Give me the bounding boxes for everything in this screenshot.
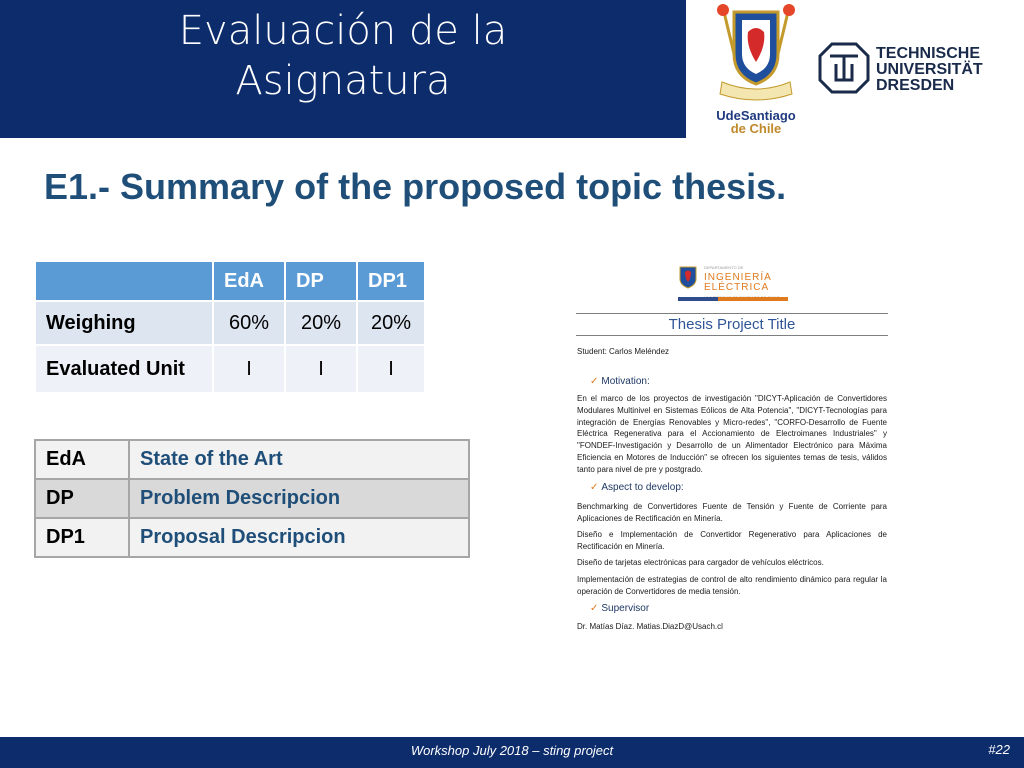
brand-top: DEPARTAMENTO DE [704,265,744,270]
tud-logo [818,40,1008,96]
motivation-paragraph: En el marco de los proyectos de investigación "DICYT-Aplicación de Convertidores Modulares Multinivel en Sistemas Eólicos de Alta Potencia", "DICYT-Tecnologías para integración de Energías Renovables y Micro-redes", "CORFO-Desarrollo de Fuente Eléctrica Regenerativa para el Accionamiento de Electroimanes Industriales" y "FONDEF-Investigación y Desarrollo de un Alimentador Electrónico para Máxima Eficiencia en Motores de Inducción" se ofrecen los siguientes temas de tesis, válidos tanto para nivel de pre y postgrado. [577,394,887,474]
brand-line1: INGENIERÍA [704,272,772,283]
aspect-item: Implementación de estrategias de control de alto rendimiento dinámico para regular la operación de Convertidores de media tensión. [577,575,887,596]
tud-name-line2: UNIVERSITÄT [876,61,983,78]
aspect-item: Benchmarking de Convertidores Fuente de Tensión y Fuente de Corriente para Aplicaciones de Rectificación en Minería. [577,502,887,523]
slide-title [0,6,686,106]
legend-code: EdA [35,440,129,479]
section-heading: E1.- Summary of the proposed topic thesis. [44,166,787,207]
weights-table [34,260,426,394]
check-icon: ✓ [590,603,599,614]
section-aspect [590,482,684,493]
table-row [35,345,425,393]
crest-icon [678,265,698,289]
usach-logo [706,2,806,136]
table-row [35,518,469,557]
section-supervisor [590,603,649,614]
brand-color-bar [678,297,788,301]
section-aspect-label: Aspect to develop: [601,482,684,493]
table-cell: I [357,345,425,393]
legend-table [34,439,470,558]
weights-table-header [35,261,425,301]
section-motivation-label: Motivation: [601,376,650,387]
slide-title-line2: Asignatura [235,58,451,104]
footer-text: Workshop July 2018 – sting project [410,743,614,758]
row-label-evaluated-unit: Evaluated Unit [35,345,213,393]
table-cell: 20% [357,301,425,345]
document-brand-header [678,261,788,301]
section-motivation [590,376,650,387]
legend-description: Problem Descripcion [129,479,469,518]
footer-bar [0,737,1024,768]
table-cell: I [213,345,285,393]
supervisor-contact: Dr. Matías Díaz. Matias.DiazD@Usach.cl [577,622,723,631]
slide-title-line1: Evaluación de la [178,8,508,54]
table-row [35,479,469,518]
header-cell-eda: EdA [213,261,285,301]
thesis-document-preview [570,255,894,635]
usach-name-line1: UdeSantiago [716,108,796,123]
table-row [35,301,425,345]
header-cell-dp: DP [285,261,357,301]
document-student: Student: Carlos Meléndez [577,347,670,356]
brand-line2: ELÉCTRICA [704,282,770,293]
header-cell-dp1: DP1 [357,261,425,301]
page-number: #22 [988,742,1010,757]
aspect-item: Diseño de tarjetas electrónicas para cargador de vehículos eléctricos. [577,558,824,567]
tud-name-line1: TECHNISCHE [876,45,981,62]
table-row [35,440,469,479]
legend-code: DP [35,479,129,518]
row-label-weighing: Weighing [35,301,213,345]
document-title: Thesis Project Title [576,313,888,336]
section-supervisor-label: Supervisor [601,603,650,614]
legend-description: State of the Art [129,440,469,479]
table-cell: 60% [213,301,285,345]
check-icon: ✓ [590,482,599,493]
usach-name-line2: de Chile [730,121,782,136]
legend-description: Proposal Descripcion [129,518,469,557]
header-cell-empty [35,261,213,301]
legend-code: DP1 [35,518,129,557]
check-icon: ✓ [590,376,599,387]
table-cell: I [285,345,357,393]
table-cell: 20% [285,301,357,345]
aspect-item: Diseño e Implementación de Convertidor Regenerativo para Aplicaciones de Rectificación en Minería. [577,530,887,551]
tud-name-line3: DRESDEN [876,77,955,94]
title-band [0,0,686,138]
